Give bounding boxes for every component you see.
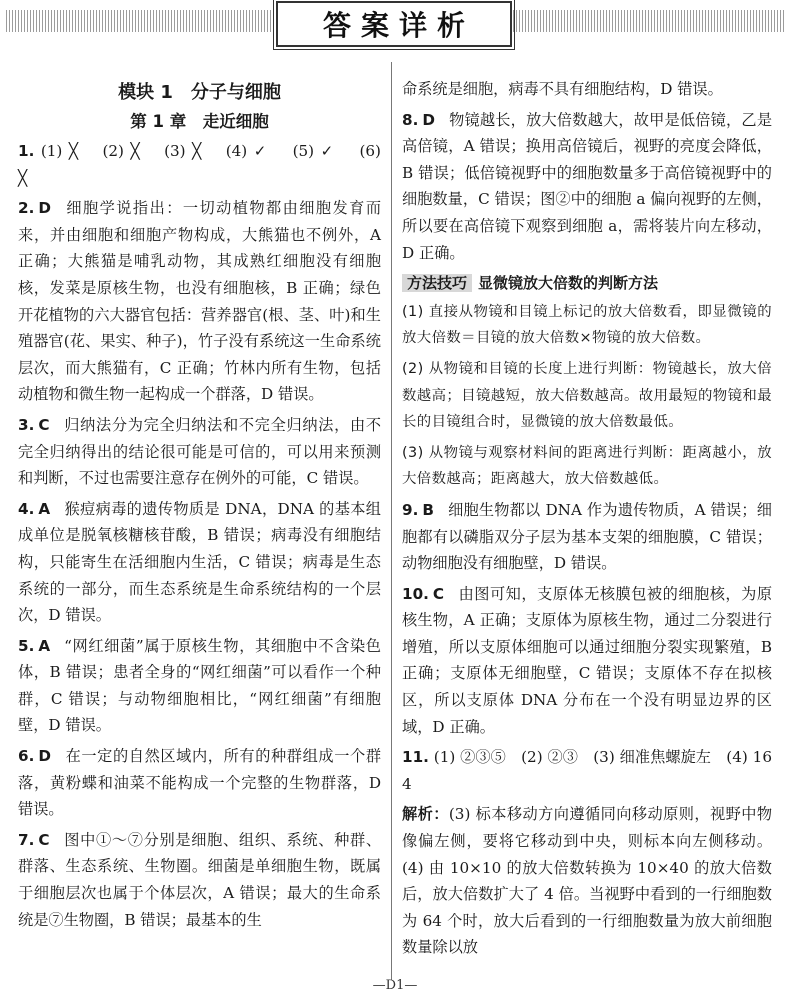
q1-option-1: (1) ╳ xyxy=(40,142,78,160)
method-item-3: (3) 从物镜与观察材料间的距离进行判断：距离越小，放大倍数越高；距离越大，放大倍数越低。 xyxy=(402,444,772,488)
answer-q7-continued xyxy=(402,76,772,103)
analysis-label: 解析： xyxy=(402,805,449,824)
column-divider xyxy=(391,62,392,980)
question-number: 10. xyxy=(402,584,429,603)
answer-letter: C xyxy=(432,584,445,603)
q1-option-2: (2) ╳ xyxy=(102,142,140,160)
explanation-text: 图中①～⑦分别是细胞、组织、系统、种群、群落、生态系统、生物圈。细菌是单细胞生物，既属于细胞层次也属于个体层次，A 错误；最大的生命系统是⑦生物圈，B 错误；最基本的生 xyxy=(18,830,381,929)
q1-option-6: (6) ╳ xyxy=(18,142,381,187)
explanation-text: 物镜越长，放大倍数越大，故甲是低倍镜，乙是高倍镜，A 错误；换用高倍镜后，视野的亮度会降低，B 错误；低倍镜视野中的细胞数量多于高倍镜视野中的细胞数量，C 错误；图②中的细胞 a 偏向视野的左侧，所以要在高倍镜下观察到细胞 a，需将装片向左移动，D 正确。 xyxy=(402,110,772,262)
answer-q4 xyxy=(18,496,381,629)
q1-option-5: (5) ✓ xyxy=(292,142,335,160)
method-tips-heading xyxy=(402,270,772,297)
method-item-2: (2) 从物镜和目镜的长度上进行判断：物镜越长，放大倍数越高；目镜越短，放大倍数越高。故用最短的物镜和最长的目镜组合时，显微镜的放大倍数最低。 xyxy=(402,360,772,431)
q1-option-3: (3) ╳ xyxy=(164,142,202,160)
answer-letter: C xyxy=(38,830,50,849)
analysis-text: (3) 标本移动方向遵循同向移动原则，视野中物像偏左侧，要将它移动到中央，则标本向左侧移动。(4) 由 10×10 的放大倍数转换为 10×40 的放大倍数后，放大倍数扩大了 4 倍。当视野中看到的一行细胞数为 64 个时，放大后看到的一行细胞数量为放大前细胞数量除以放 xyxy=(402,805,773,957)
answer-q2 xyxy=(18,195,381,408)
answer-text: (1) ②③⑤ (2) ②③ (3) 细准焦螺旋左 (4) 16 4 xyxy=(402,748,788,793)
question-number: 11. xyxy=(402,748,429,767)
answer-letter: D xyxy=(422,110,435,129)
method-tag: 方法技巧 xyxy=(402,274,472,292)
answer-letter: C xyxy=(38,415,50,434)
answer-letter: B xyxy=(422,500,434,519)
question-number: 9. xyxy=(402,500,419,519)
explanation-text: 猴痘病毒的遗传物质是 DNA，DNA 的基本组成单位是脱氧核糖核苷酸，B 错误；病毒没有细胞结构，只能寄生在活细胞内生活，C 错误；病毒是生态系统的一部分，而生态系统是生命系统结构的一个层次，D 错误。 xyxy=(18,499,381,625)
explanation-text: 细胞生物都以 DNA 作为遗传物质，A 错误；细胞都有以磷脂双分子层为基本支架的细胞膜，C 错误；动物细胞没有细胞壁，D 错误。 xyxy=(402,500,772,573)
method-title: 显微镜放大倍数的判断方法 xyxy=(478,274,659,293)
q1-option-4: (4) ✓ xyxy=(225,142,269,160)
answer-q7 xyxy=(18,827,381,933)
title-box xyxy=(276,1,512,47)
question-number: 1. xyxy=(18,142,35,160)
chapter-title: 第 1 章 走近细胞 xyxy=(130,112,269,131)
question-number: 6. xyxy=(18,747,35,766)
question-number: 2. xyxy=(18,199,35,218)
answer-letter: A xyxy=(38,499,51,518)
explanation-text: 由图可知，支原体无核膜包被的细胞核，为原核生物，A 正确；支原体为原核生物，通过二分裂进行增殖，所以支原体细胞可以通过细胞分裂实现繁殖，B 正确；支原体无细胞壁，C 错误；支原体不存在拟核区，所以支原体 DNA 分布在一个没有明显边界的区域，D 正确。 xyxy=(402,584,772,736)
answer-q5 xyxy=(18,633,381,739)
answer-q9 xyxy=(402,497,772,577)
answer-q10 xyxy=(402,581,772,741)
left-column xyxy=(18,76,381,937)
explanation-text: 归纳法分为完全归纳法和不完全归纳法，由不完全归纳得出的结论很可能是可信的，可以用来预测和判断，不过也需要注意存在例外的可能，C 错误。 xyxy=(18,415,381,488)
answer-q1 xyxy=(18,138,381,191)
answer-q3 xyxy=(18,412,381,492)
question-number: 7. xyxy=(18,830,35,849)
answer-q6 xyxy=(18,743,381,823)
answer-letter: A xyxy=(38,636,51,655)
answer-q8 xyxy=(402,107,772,267)
question-number: 3. xyxy=(18,415,35,434)
answer-q11 xyxy=(402,744,788,797)
method-item-1: (1) 直接从物镜和目镜上标记的放大倍数看，即显微镜的放大倍数＝目镜的放大倍数×物镜的放大倍数。 xyxy=(402,303,772,347)
question-number: 8. xyxy=(402,110,419,129)
explanation-text: “网红细菌”属于原核生物，其细胞中不含染色体，B 错误；患者全身的“网红细菌”可以看作一个种群，C 错误；与动物细胞相比，“网红细菌”有细胞壁，D 错误。 xyxy=(18,636,381,735)
right-column xyxy=(402,76,788,965)
answer-letter: D xyxy=(38,199,51,218)
explanation-text: 细胞学说指出：一切动植物都由细胞发育而来，并由细胞和细胞产物构成，大熊猫也不例外，A 正确；大熊猫是哺乳动物，其成熟红细胞没有细胞核，发菜是原核生物，也没有细胞核，B 正确；绿色开花植物的六大器官包括：营养器官(根、茎、叶)和生殖器官(花、果实、种子)，竹子没有系统这一生命系统层次，而大熊猫有，C 正确；竹林内所有生物，包括动植物和微生物一起构成一个群落，D 错误。 xyxy=(18,199,381,404)
q11-analysis xyxy=(402,801,772,961)
explanation-text: 在一定的自然区域内，所有的种群组成一个群落，黄粉蝶和油菜不能构成一个完整的生物群落，D 错误。 xyxy=(18,747,381,819)
page-number: —D1— xyxy=(372,978,418,993)
answer-letter: D xyxy=(38,747,51,766)
explanation-text: 命系统是细胞，病毒不具有细胞结构，D 错误。 xyxy=(402,80,723,98)
question-number: 4. xyxy=(18,499,35,518)
module-title: 模块 1 分子与细胞 xyxy=(118,82,281,103)
page-title: 答案详析 xyxy=(322,9,475,42)
question-number: 5. xyxy=(18,636,35,655)
header-banner xyxy=(0,0,790,52)
